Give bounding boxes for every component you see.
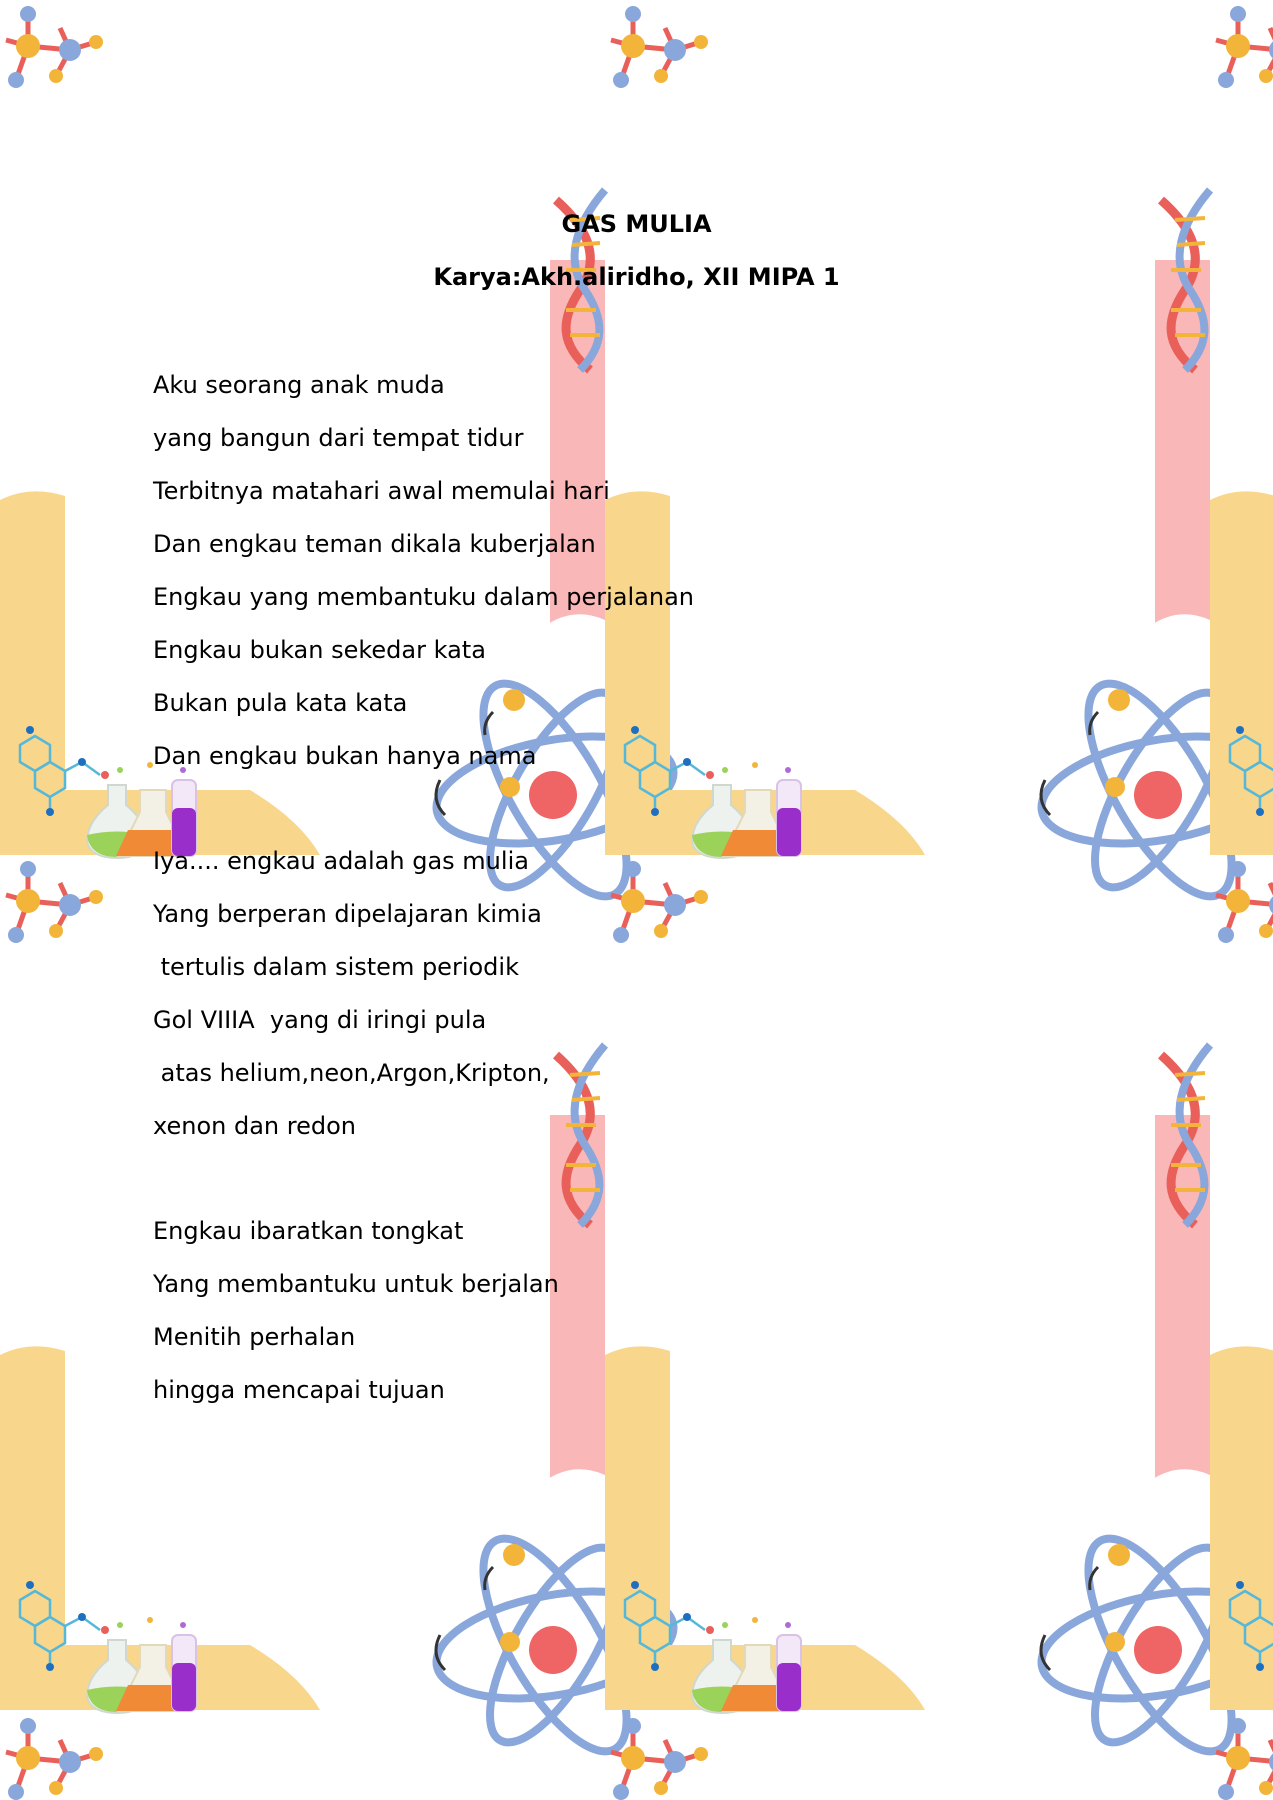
poem-line: Engkau yang membantuku dalam perjalanan — [153, 583, 694, 611]
poem-line: yang bangun dari tempat tidur — [153, 424, 524, 452]
poem-line: tertulis dalam sistem periodik — [153, 953, 519, 981]
poem-line: Yang berperan dipelajaran kimia — [153, 900, 542, 928]
poem-line: Iya.... engkau adalah gas mulia — [153, 847, 529, 875]
poem-line: atas helium,neon,Argon,Kripton, — [153, 1059, 550, 1087]
poem-line: Aku seorang anak muda — [153, 371, 445, 399]
poem-line: Bukan pula kata kata — [153, 689, 408, 717]
poem-line: Gol VIIIA yang di iringi pula — [153, 1006, 487, 1034]
poem-line: xenon dan redon — [153, 1112, 356, 1140]
poem-line: hingga mencapai tujuan — [153, 1376, 445, 1404]
poem-line: Engkau ibaratkan tongkat — [153, 1217, 464, 1245]
poem-line: Dan engkau teman dikala kuberjalan — [153, 530, 596, 558]
poem-line: Menitih perhalan — [153, 1323, 356, 1351]
poem-author: Karya:Akh.aliridho, XII MIPA 1 — [433, 263, 840, 291]
poem-line: Yang membantuku untuk berjalan — [153, 1270, 559, 1298]
poem-title: GAS MULIA — [561, 210, 712, 238]
poem-line: Dan engkau bukan hanya nama — [153, 742, 537, 770]
poem-line: Terbitnya matahari awal memulai hari — [153, 477, 610, 505]
poem-line: Engkau bukan sekedar kata — [153, 636, 486, 664]
